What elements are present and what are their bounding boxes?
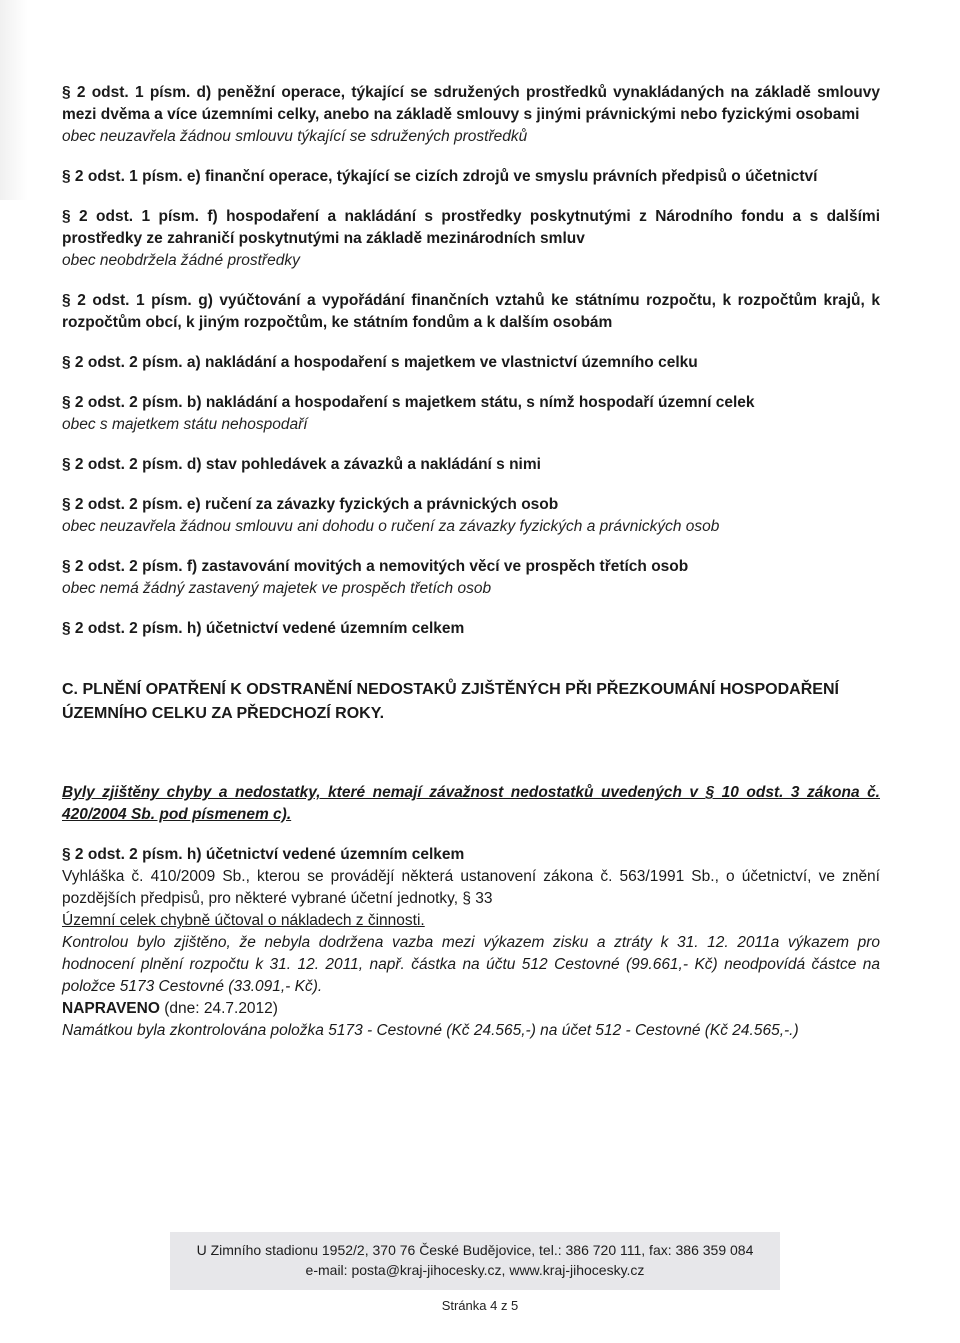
page-number: Stránka 4 z 5 xyxy=(441,1298,519,1313)
finding-detail: Kontrolou bylo zjištěno, že nebyla dodržena vazba mezi výkazem zisku a ztráty k 31. 12. 2011a výkazem pro hodnocení plnění rozpočtu k 31. 12. 2011, např. částka na účtu 512 Cestovné (99.661,- Kč) neodpovídá částce na položce 5173 Cestovné (33.091,- Kč). xyxy=(62,934,880,995)
finding-check: Namátkou byla zkontrolována položka 5173 - Cestovné (Kč 24.565,-) na účet 512 - Cestovné (Kč 24.565,-.) xyxy=(62,1022,799,1039)
section-heading: § 2 odst. 2 písm. b) nakládání a hospodaření s majetkem státu, s nímž hospodaří územní celek xyxy=(62,394,755,411)
section-heading: § 2 odst. 1 písm. g) vyúčtování a vypořádání finančních vztahů ke státnímu rozpočtu, k rozpočtům krajů, k rozpočtům obcí, k jiným rozpočtům, ke státním fondům a k dalším osobám xyxy=(62,292,880,331)
section-heading: § 2 odst. 2 písm. d) stav pohledávek a závazků a nakládání s nimi xyxy=(62,456,541,473)
section-note: obec nemá žádný zastavený majetek ve prospěch třetích osob xyxy=(62,580,492,597)
finding-law: Vyhláška č. 410/2009 Sb., kterou se provádějí některá ustanovení zákona č. 563/1991 Sb., o účetnictví, ve znění pozdějších předpisů, pro některé vybrané účetní jednotky, § 33 xyxy=(62,868,880,907)
section-heading: § 2 odst. 2 písm. e) ručení za závazky fyzických a právnických osob xyxy=(62,496,559,513)
part-c-title: C. PLNĚNÍ OPATŘENÍ K ODSTRANĚNÍ NEDOSTAKŮ ZJIŠTĚNÝCH PŘI PŘEZKOUMÁNÍ HOSPODAŘENÍ ÚZEMNÍHO CELKU ZA PŘEDCHOZÍ ROKY. xyxy=(62,681,839,722)
section-2a xyxy=(62,352,880,374)
section-note: obec s majetkem státu nehospodaří xyxy=(62,416,308,433)
section-note: obec neobdržela žádné prostředky xyxy=(62,252,300,269)
section-d xyxy=(62,82,880,148)
section-g xyxy=(62,290,880,334)
section-2b xyxy=(62,392,880,436)
status-date: (dne: 24.7.2012) xyxy=(164,1000,278,1017)
section-2h xyxy=(62,618,880,640)
finding-heading: § 2 odst. 2 písm. h) účetnictví vedené územním celkem xyxy=(62,846,465,863)
finding-block xyxy=(62,844,880,1042)
section-e xyxy=(62,166,880,188)
findings-title: Byly zjištěny chyby a nedostatky, které nemají závažnost nedostatků uvedených v § 10 odst. 3 zákona č. 420/2004 Sb. pod písmenem c). xyxy=(62,784,880,823)
section-note: obec neuzavřela žádnou smlouvu ani dohodu o ručení za závazky fyzických a právnických osob xyxy=(62,518,720,535)
scan-edge-shadow xyxy=(0,0,28,200)
footer-address-box xyxy=(170,1232,780,1290)
status-label: NAPRAVENO xyxy=(62,1000,160,1017)
finding-issue: Územní celek chybně účtoval o nákladech z činnosti. xyxy=(62,912,425,929)
section-2d xyxy=(62,454,880,476)
section-heading: § 2 odst. 2 písm. f) zastavování movitých a nemovitých věcí ve prospěch třetích osob xyxy=(62,558,689,575)
section-2e xyxy=(62,494,880,538)
footer-contact: e-mail: posta@kraj-jihocesky.cz, www.kraj-jihocesky.cz xyxy=(305,1262,645,1278)
section-heading: § 2 odst. 1 písm. e) finanční operace, týkající se cizích zdrojů ve smyslu právních předpisů o účetnictví xyxy=(62,168,818,185)
section-heading: § 2 odst. 2 písm. h) účetnictví vedené územním celkem xyxy=(62,620,465,637)
section-heading: § 2 odst. 1 písm. f) hospodaření a nakládání s prostředky poskytnutými z Národního fondu a s dalšími prostředky ze zahraničí poskytnutými na základě mezinárodních smluv xyxy=(62,208,880,247)
footer-address: U Zimního stadionu 1952/2, 370 76 České Budějovice, tel.: 386 720 111, fax: 386 359 084 xyxy=(196,1242,754,1258)
section-2f xyxy=(62,556,880,600)
section-heading: § 2 odst. 1 písm. d) peněžní operace, týkající se sdružených prostředků vynakládaných na základě smlouvy mezi dvěma a více územními celky, anebo na základě smlouvy s jinými právnickými nebo fyzickými osobami xyxy=(62,84,880,123)
document-body xyxy=(62,82,880,1042)
section-f xyxy=(62,206,880,272)
section-note: obec neuzavřela žádnou smlouvu týkající se sdružených prostředků xyxy=(62,128,528,145)
finding-status xyxy=(62,998,880,1020)
section-heading: § 2 odst. 2 písm. a) nakládání a hospodaření s majetkem ve vlastnictví územního celku xyxy=(62,354,698,371)
